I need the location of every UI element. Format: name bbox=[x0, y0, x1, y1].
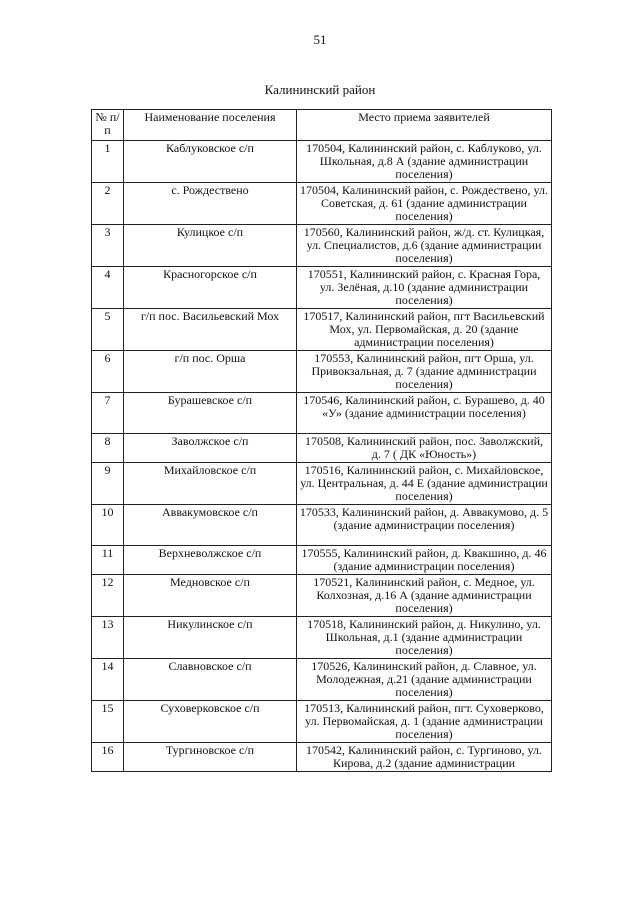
row-number: 15 bbox=[92, 701, 124, 743]
row-number: 14 bbox=[92, 659, 124, 701]
reception-address: 170551, Калининский район, с. Красная Гора, ул. Зелёная, д.10 (здание администрации поселения) bbox=[297, 267, 552, 309]
table-row bbox=[92, 701, 552, 743]
row-number: 13 bbox=[92, 617, 124, 659]
settlement-name: Аввакумовское с/п bbox=[124, 505, 297, 546]
reception-address: 170555, Калининский район, д. Квакшино, д. 46 (здание администрации поселения) bbox=[297, 546, 552, 575]
header-reception-place: Место приема заявителей bbox=[297, 110, 552, 141]
table-row bbox=[92, 225, 552, 267]
header-number: № п/п bbox=[92, 110, 124, 141]
table-row bbox=[92, 617, 552, 659]
reception-address: 170521, Калининский район, с. Медное, ул. Колхозная, д.16 А (здание администрации поселения) bbox=[297, 575, 552, 617]
row-number: 4 bbox=[92, 267, 124, 309]
reception-address: 170546, Калининский район, с. Бурашево, д. 40 «У» (здание администрации поселения) bbox=[297, 393, 552, 434]
reception-address: 170518, Калининский район, д. Никулино, ул. Школьная, д.1 (здание администрации поселения) bbox=[297, 617, 552, 659]
settlement-name: Красногорское с/п bbox=[124, 267, 297, 309]
table-row bbox=[92, 505, 552, 546]
settlements-table bbox=[91, 109, 552, 772]
reception-address: 170526, Калининский район, д. Славное, ул. Молодежная, д.21 (здание администрации поселения) bbox=[297, 659, 552, 701]
row-number: 9 bbox=[92, 463, 124, 505]
reception-address: 170542, Калининский район, с. Тургиново, ул. Кирова, д.2 (здание администрации bbox=[297, 743, 552, 772]
table-row bbox=[92, 546, 552, 575]
settlement-name: с. Рождествено bbox=[124, 183, 297, 225]
row-number: 8 bbox=[92, 434, 124, 463]
reception-address: 170516, Калининский район, с. Михайловское, ул. Центральная, д. 44 Е (здание администрации поселения) bbox=[297, 463, 552, 505]
reception-address: 170513, Калининский район, пгт. Суховерково, ул. Первомайская, д. 1 (здание администрации поселения) bbox=[297, 701, 552, 743]
row-number: 3 bbox=[92, 225, 124, 267]
settlement-name: Никулинское с/п bbox=[124, 617, 297, 659]
table-row bbox=[92, 183, 552, 225]
settlement-name: Суховерковское с/п bbox=[124, 701, 297, 743]
settlement-name: г/п пос. Васильевский Мох bbox=[124, 309, 297, 351]
reception-address: 170504, Калининский район, с. Рождествено, ул. Советская, д. 61 (здание администрации поселения) bbox=[297, 183, 552, 225]
row-number: 5 bbox=[92, 309, 124, 351]
settlement-name: Бурашевское с/п bbox=[124, 393, 297, 434]
page-number: 51 bbox=[313, 32, 327, 47]
table-row bbox=[92, 267, 552, 309]
settlement-name: г/п пос. Орша bbox=[124, 351, 297, 393]
settlement-name: Тургиновское с/п bbox=[124, 743, 297, 772]
table-row bbox=[92, 393, 552, 434]
settlement-name: Заволжское с/п bbox=[124, 434, 297, 463]
section-title: Калининский район bbox=[264, 82, 376, 97]
reception-address: 170560, Калининский район, ж/д. ст. Кулицкая, ул. Специалистов, д.6 (здание администрации поселения) bbox=[297, 225, 552, 267]
row-number: 11 bbox=[92, 546, 124, 575]
row-number: 10 bbox=[92, 505, 124, 546]
reception-address: 170504, Калининский район, с. Каблуково, ул. Школьная, д.8 А (здание администрации поселения) bbox=[297, 141, 552, 183]
settlement-name: Верхневолжское с/п bbox=[124, 546, 297, 575]
table-row bbox=[92, 743, 552, 772]
reception-address: 170508, Калининский район, пос. Заволжский, д. 7 ( ДК «Юность») bbox=[297, 434, 552, 463]
table-row bbox=[92, 141, 552, 183]
table-header-row bbox=[92, 110, 552, 141]
row-number: 16 bbox=[92, 743, 124, 772]
settlement-name: Каблуковское с/п bbox=[124, 141, 297, 183]
header-settlement-name: Наименование поселения bbox=[124, 110, 297, 141]
row-number: 12 bbox=[92, 575, 124, 617]
settlement-name: Михайловское с/п bbox=[124, 463, 297, 505]
settlement-name: Медновское с/п bbox=[124, 575, 297, 617]
reception-address: 170553, Калининский район, пгт Орша, ул. Привокзальная, д. 7 (здание администрации поселения) bbox=[297, 351, 552, 393]
reception-address: 170533, Калининский район, д. Аввакумово, д. 5 (здание администрации поселения) bbox=[297, 505, 552, 546]
settlement-name: Славновское с/п bbox=[124, 659, 297, 701]
settlement-name: Кулицкое с/п bbox=[124, 225, 297, 267]
table-row bbox=[92, 434, 552, 463]
row-number: 2 bbox=[92, 183, 124, 225]
row-number: 1 bbox=[92, 141, 124, 183]
table-row bbox=[92, 463, 552, 505]
table-row bbox=[92, 659, 552, 701]
table-row bbox=[92, 309, 552, 351]
table-row bbox=[92, 351, 552, 393]
table-row bbox=[92, 575, 552, 617]
reception-address: 170517, Калининский район, пгт Васильевский Мох, ул. Первомайская, д. 20 (здание администрации поселения) bbox=[297, 309, 552, 351]
row-number: 7 bbox=[92, 393, 124, 434]
row-number: 6 bbox=[92, 351, 124, 393]
